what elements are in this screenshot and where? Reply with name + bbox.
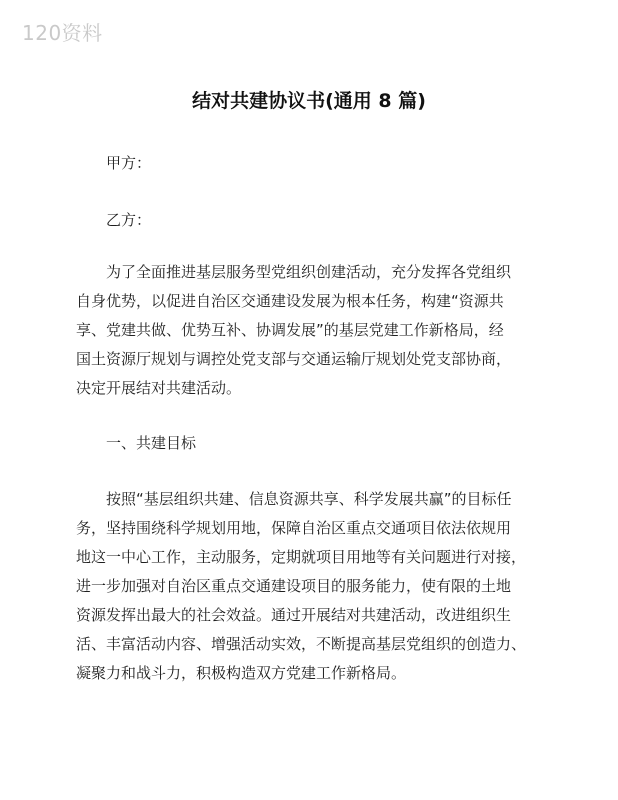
paragraph-line: 自身优势，以促进自治区交通建设发展为根本任务，构建“资源共: [76, 292, 504, 310]
paragraph-line: 享、党建共做、优势互补、协调发展”的基层党建工作新格局，经: [76, 321, 504, 339]
paragraph-line: 地这一中心工作，主动服务，定期就项目用地等有关问题进行对接，: [76, 548, 527, 566]
intro-paragraph: [76, 258, 556, 403]
paragraph-line: 资源发挥出最大的社会效益。通过开展结对共建活动，改进组织生: [76, 606, 512, 624]
goal-paragraph: [76, 485, 556, 688]
party-b-label: 乙方：: [106, 211, 152, 229]
paragraph-line: 决定开展结对共建活动。: [76, 379, 242, 397]
paragraph-line: 国土资源厅规划与调控处党支部与交通运输厅规划处党支部协商，: [76, 350, 512, 368]
section-heading: 一、共建目标: [106, 434, 197, 452]
party-a-label: 甲方：: [106, 154, 152, 172]
paragraph-line: 进一步加强对自治区重点交通建设项目的服务能力，使有限的土地: [76, 577, 512, 595]
document-title: 结对共建协议书(通用 8 篇): [192, 90, 426, 112]
paragraph-line: 务，坚持围绕科学规划用地，保障自治区重点交通项目依法依规用: [76, 519, 512, 537]
paragraph-line: 凝聚力和战斗力，积极构造双方党建工作新格局。: [76, 664, 407, 682]
paragraph-line: 活、丰富活动内容、增强活动实效，不断提高基层党组织的创造力、: [76, 635, 527, 653]
paragraph-line: 按照“基层组织共建、信息资源共享、科学发展共赢”的目标任: [106, 490, 512, 508]
watermark-logo: 120资料: [22, 21, 103, 45]
paragraph-line: 为了全面推进基层服务型党组织创建活动，充分发挥各党组织: [106, 263, 512, 281]
